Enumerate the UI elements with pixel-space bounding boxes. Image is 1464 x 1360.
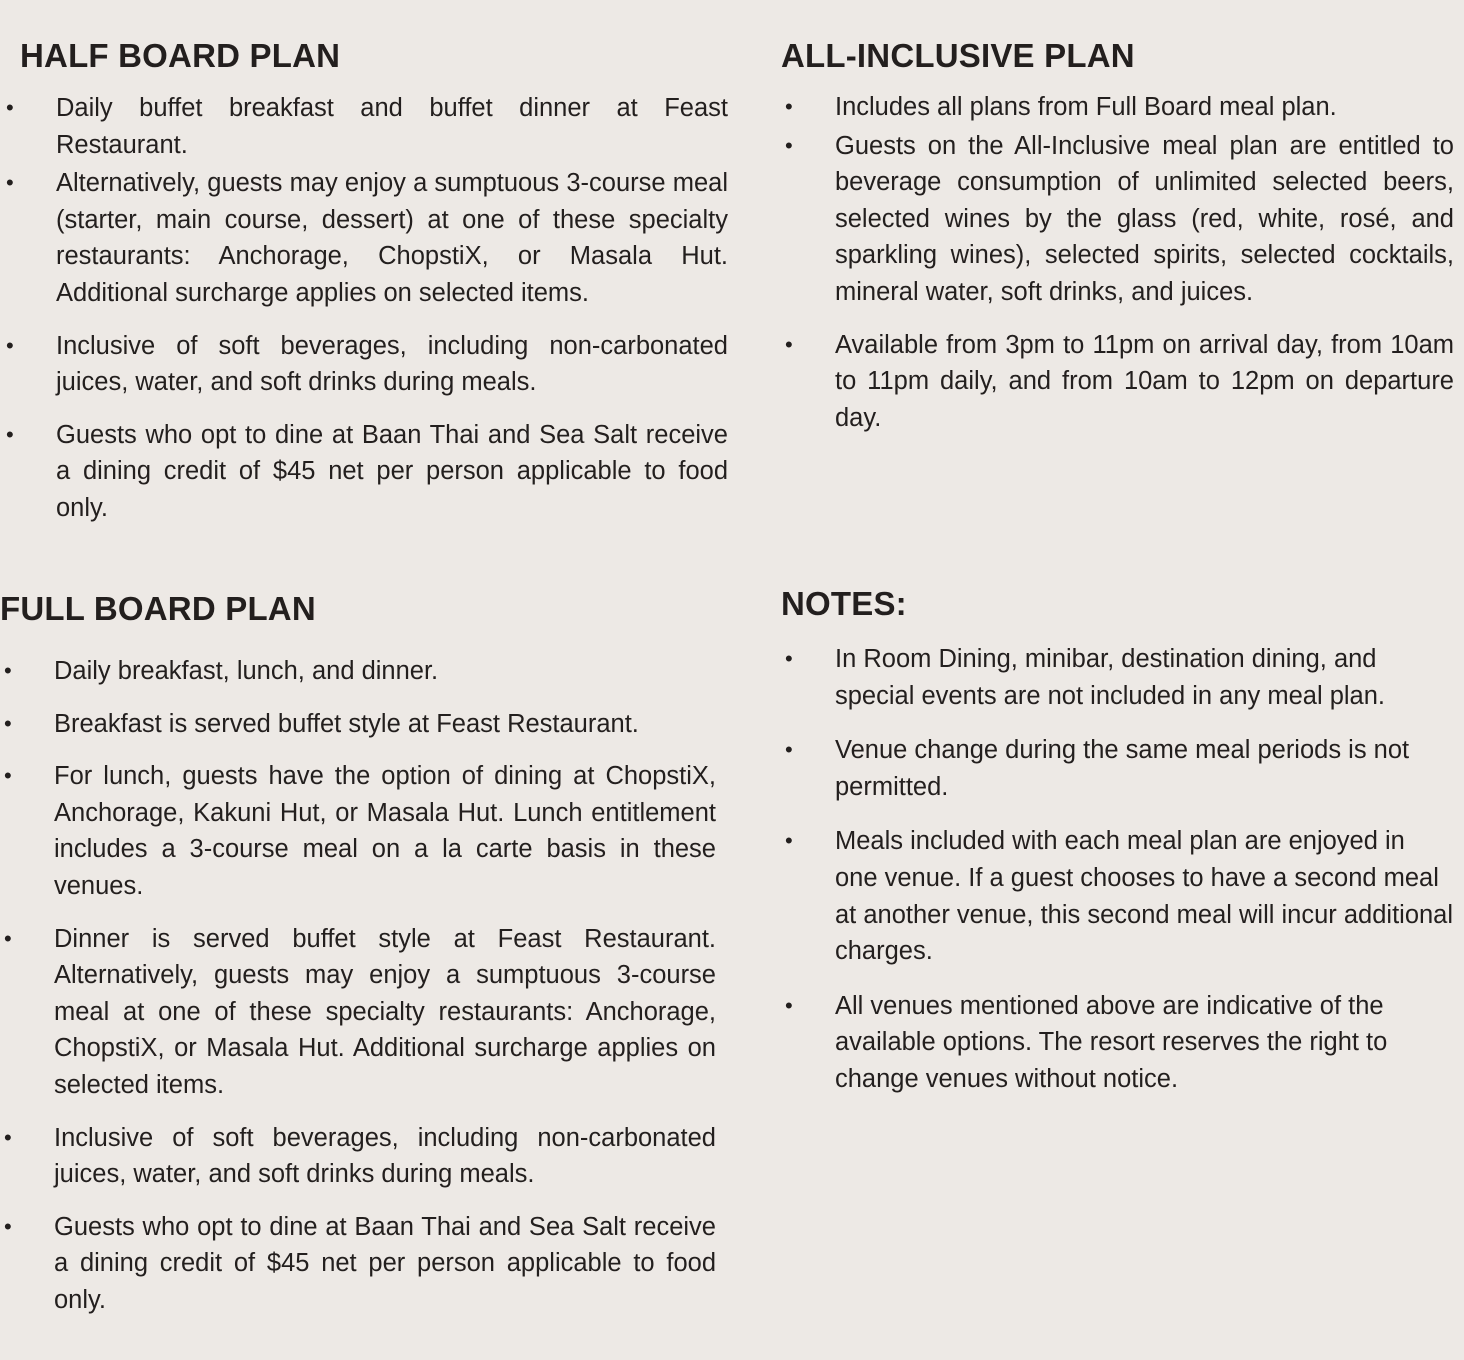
bullet-icon: • (785, 737, 793, 763)
bullet-icon: • (4, 658, 12, 683)
bullet-icon: • (4, 1213, 12, 1239)
list-item: • Breakfast is served buffet style at Feast Restaurant. (0, 706, 716, 743)
list-item: • All venues mentioned above are indicative of the available options. The resort reserves the right to change venues without notice. (781, 988, 1454, 1098)
bullet-icon: • (4, 763, 12, 789)
list-item: • Daily breakfast, lunch, and dinner. (0, 653, 716, 690)
bullet-icon: • (6, 421, 14, 447)
full-board-title: FULL BOARD PLAN (0, 590, 316, 627)
half-board-section (2, 36, 728, 527)
half-board-list (2, 90, 728, 527)
bullet-icon: • (4, 710, 12, 736)
all-inclusive-section (781, 36, 1454, 436)
bullet-icon: • (4, 925, 12, 951)
list-item: • Guests on the All-Inclusive meal plan are entitled to beverage consumption of unlimited selected beers, selected wines by the glass (red, white, rosé, and sparkling wines), selected spirits, selected cocktails, mineral water, soft drinks, and juices. (781, 128, 1454, 311)
list-item: • Includes all plans from Full Board meal plan. (781, 89, 1454, 126)
bullet-icon: • (6, 170, 14, 196)
full-board-section (0, 589, 716, 1319)
notes-list (781, 641, 1454, 1098)
list-item: • Guests who opt to dine at Baan Thai and Sea Salt receive a dining credit of $45 net per person applicable to food only. (2, 417, 728, 527)
list-item: • Inclusive of soft beverages, including non-carbonated juices, water, and soft drinks during meals. (2, 328, 728, 401)
list-item: • Meals included with each meal plan are enjoyed in one venue. If a guest chooses to have a second meal at another venue, this second meal will incur additional charges. (781, 823, 1454, 969)
notes-section (781, 584, 1454, 1098)
list-item: • Alternatively, guests may enjoy a sumptuous 3-course meal (starter, main course, dessert) at one of these specialty restaurants: Anchorage, ChopstiX, or Masala Hut. Additional surcharge applies on selected items. (2, 165, 728, 311)
list-item: • Venue change during the same meal periods is not permitted. (781, 732, 1454, 805)
bullet-icon: • (785, 331, 793, 357)
all-inclusive-title: ALL-INCLUSIVE PLAN (781, 37, 1135, 74)
bullet-icon: • (785, 992, 793, 1018)
bullet-icon: • (785, 94, 793, 119)
half-board-title: HALF BOARD PLAN (20, 37, 341, 74)
notes-title: NOTES: (781, 585, 907, 622)
list-item: • For lunch, guests have the option of dining at ChopstiX, Anchorage, Kakuni Hut, or Masala Hut. Lunch entitlement includes a 3-course meal on a la carte basis in these venues. (0, 758, 716, 904)
list-item: • In Room Dining, minibar, destination dining, and special events are not included in any meal plan. (781, 641, 1454, 714)
list-item: • Daily buffet breakfast and buffet dinner at Feast Restaurant. (2, 90, 728, 163)
bullet-icon: • (785, 646, 793, 671)
bullet-icon: • (4, 1124, 12, 1150)
list-item: • Dinner is served buffet style at Feast Restaurant. Alternatively, guests may enjoy a sumptuous 3-course meal at one of these specialty restaurants: Anchorage, ChopstiX, or Masala Hut. Additional surcharge applies on selected items. (0, 921, 716, 1104)
bullet-icon: • (6, 95, 14, 120)
full-board-list (0, 653, 716, 1319)
list-item: • Guests who opt to dine at Baan Thai and Sea Salt receive a dining credit of $45 net per person applicable to food only. (0, 1209, 716, 1319)
bullet-icon: • (785, 828, 793, 854)
list-item: • Inclusive of soft beverages, including non-carbonated juices, water, and soft drinks during meals. (0, 1120, 716, 1193)
bullet-icon: • (785, 132, 793, 158)
list-item: • Available from 3pm to 11pm on arrival day, from 10am to 11pm daily, and from 10am to 12pm on departure day. (781, 327, 1454, 437)
bullet-icon: • (6, 332, 14, 358)
all-inclusive-list (781, 89, 1454, 436)
